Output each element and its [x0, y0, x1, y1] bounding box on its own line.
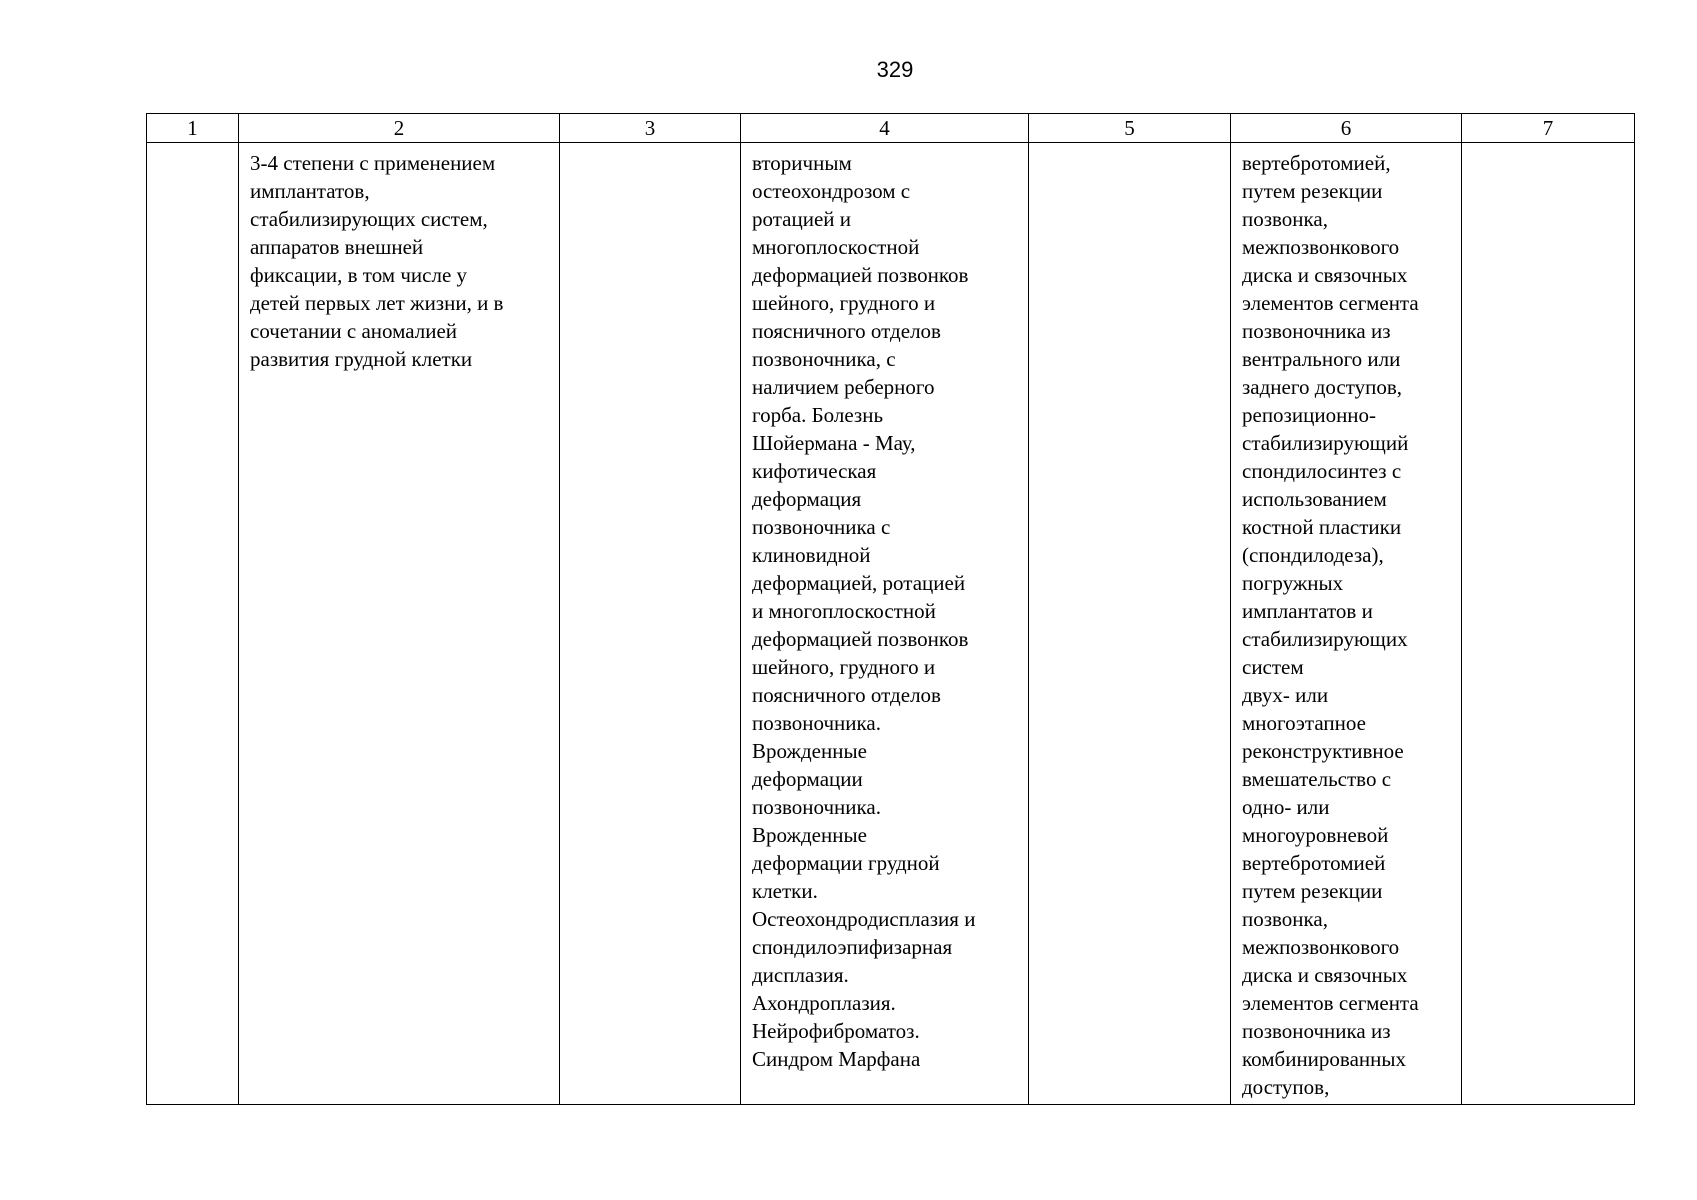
cell-col-2-procedure-description: 3-4 степени с применением имплантатов, стабилизирующих систем, аппаратов внешней фиксации, в том числе у детей первых лет жизни, и в сочетании с аномалией развития грудной клетки — [239, 143, 560, 1105]
column-header-5: 5 — [1029, 114, 1231, 143]
cell-col-7 — [1462, 143, 1635, 1105]
table-header-row — [147, 114, 1635, 143]
column-header-2: 2 — [239, 114, 560, 143]
table-row — [147, 143, 1635, 1105]
cell-col-3 — [560, 143, 741, 1105]
cell-col-1 — [147, 143, 239, 1105]
column-header-3: 3 — [560, 114, 741, 143]
column-header-6: 6 — [1231, 114, 1462, 143]
cell-col-5 — [1029, 143, 1231, 1105]
document-table — [146, 113, 1635, 1105]
column-header-4: 4 — [741, 114, 1029, 143]
column-header-7: 7 — [1462, 114, 1635, 143]
column-header-1: 1 — [147, 114, 239, 143]
page-number: 329 — [876, 57, 914, 82]
cell-col-4-diagnosis: вторичным остеохондрозом с ротацией и многоплоскостной деформацией позвонков шейного, грудного и поясничного отделов позвоночника, с наличием реберного горба. Болезнь Шойермана - Мау, кифотическая деформация позвоночника с клиновидной деформацией, ротацией и многоплоскостной деформацией позвонков шейного, грудного и поясничного отделов позвоночника. Врожденные деформации позвоночника. Врожденные деформации грудной клетки. Остеохондродисплазия и спондилоэпифизарная дисплазия. Ахондроплазия. Нейрофиброматоз. Синдром Марфана — [741, 143, 1029, 1105]
cell-col-6-treatment-method: вертебротомией, путем резекции позвонка, межпозвонкового диска и связочных элементов сегмента позвоночника из вентрального или заднего доступов, репозиционно- стабилизирующий спондилосинтез с использованием костной пластики (спондилодеза), погружных имплантатов и стабилизирующих систем двух- или многоэтапное реконструктивное вмешательство с одно- или многоуровневой вертебротомией путем резекции позвонка, межпозвонкового диска и связочных элементов сегмента позвоночника из комбинированных доступов, — [1231, 143, 1462, 1105]
